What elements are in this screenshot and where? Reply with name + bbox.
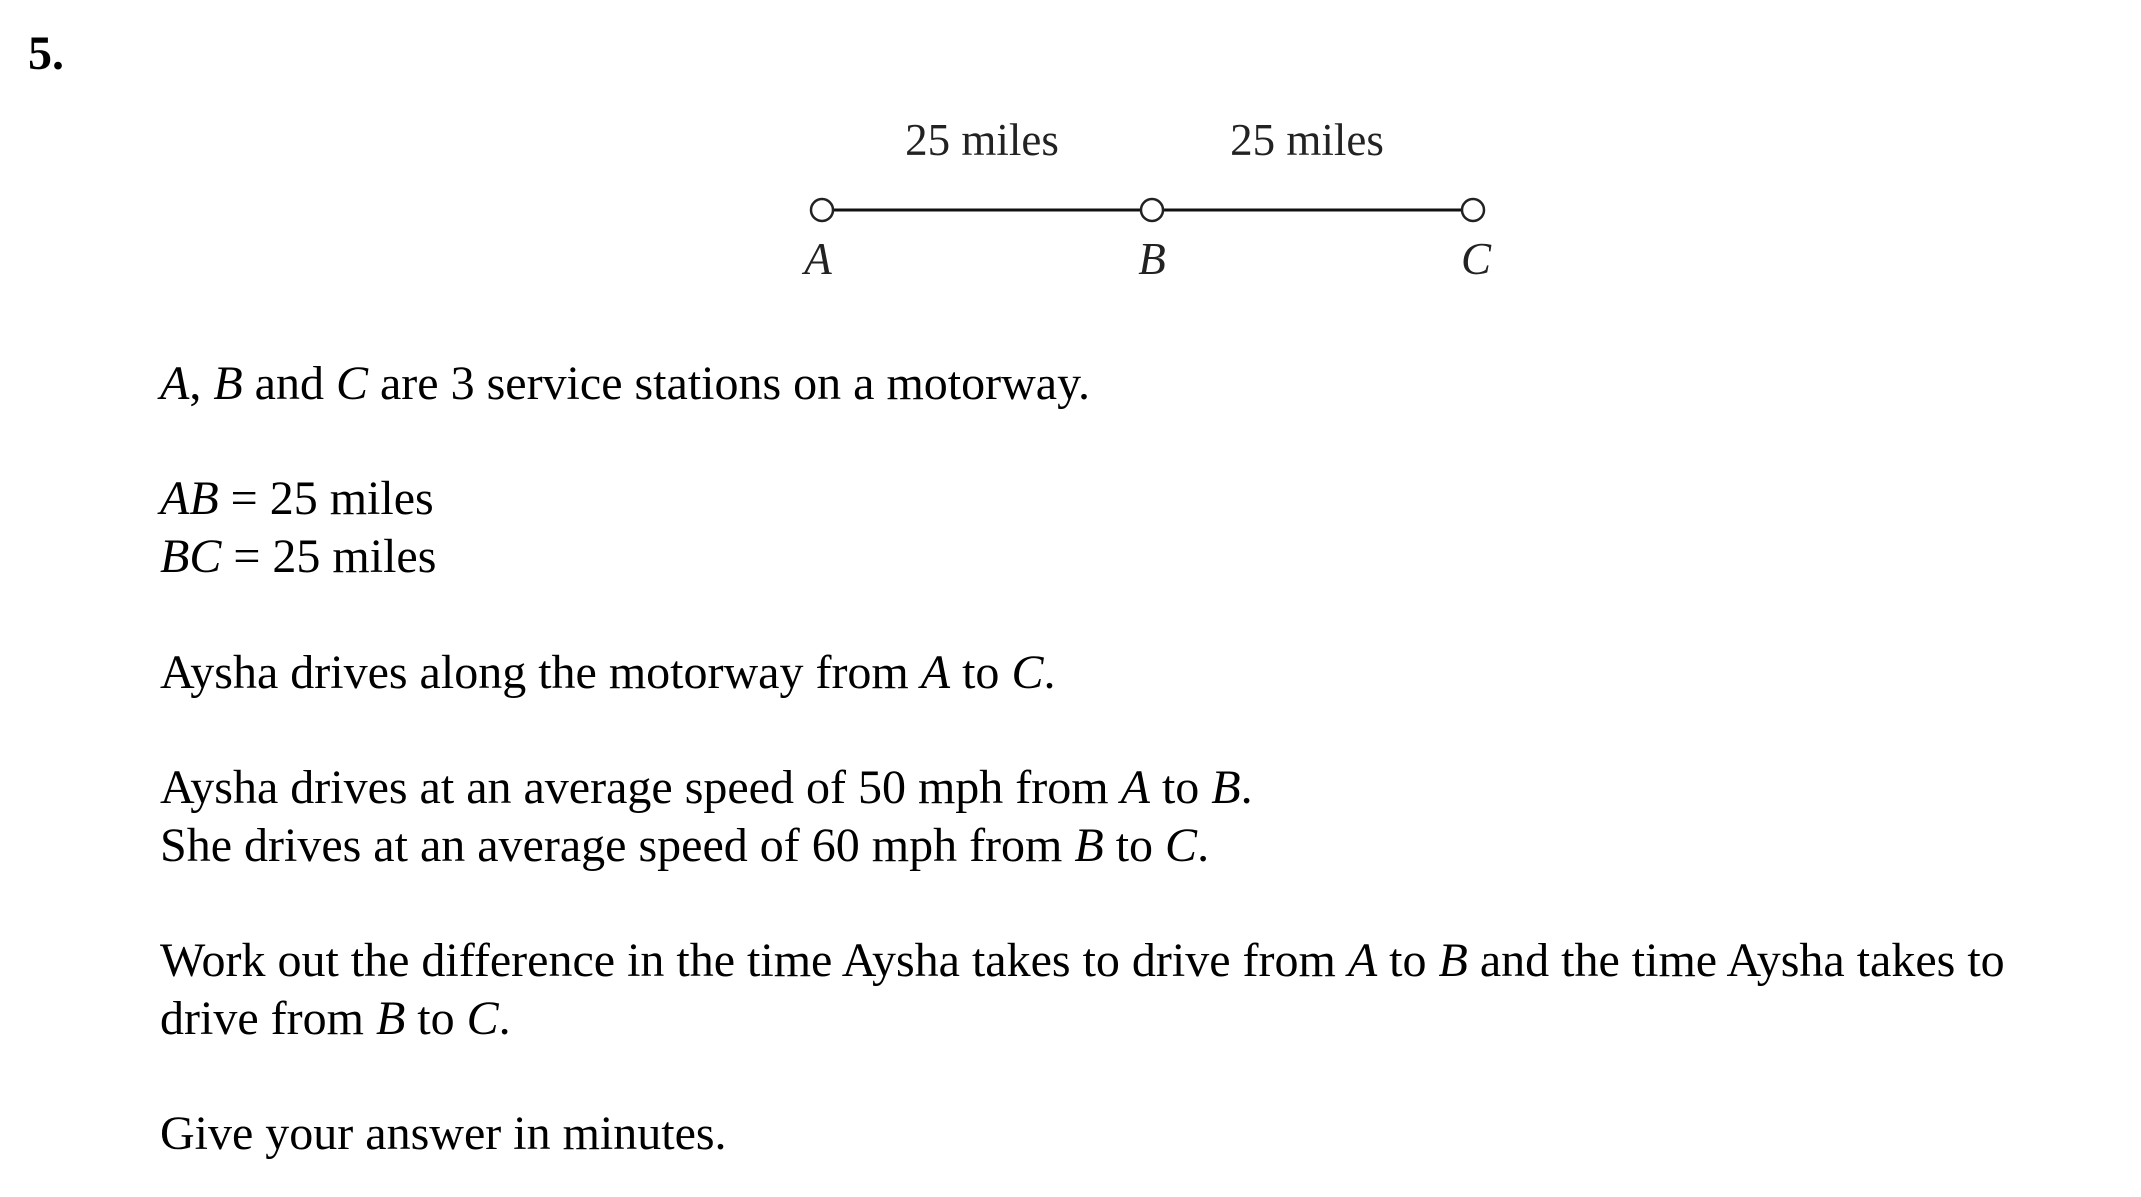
station-marker-c: [1462, 199, 1484, 221]
distance-label-ab: 25 miles: [905, 115, 1059, 165]
speed2-end: .: [1197, 819, 1210, 872]
drive-c: C: [1011, 646, 1044, 699]
bc-distance-line: [160, 528, 436, 586]
speed1-pre: Aysha drives at an average speed of 50 mph from: [160, 761, 1121, 814]
intro-and: and: [242, 357, 336, 410]
question-number: 5.: [28, 27, 64, 80]
work-out-line-1: [160, 932, 2005, 990]
work-end: .: [498, 992, 511, 1045]
drive-pre: Aysha drives along the motorway from: [160, 646, 921, 699]
ab-distance-line: [160, 470, 434, 528]
work-to2: to: [405, 992, 467, 1045]
intro-sentence: [160, 355, 1090, 413]
drive-sentence: [160, 644, 1055, 702]
bc-label: BC: [160, 530, 222, 583]
speed2-c: C: [1165, 819, 1198, 872]
ab-label: AB: [160, 472, 219, 525]
intro-sep: ,: [189, 357, 214, 410]
speed2-pre: She drives at an average speed of 60 mph from: [160, 819, 1075, 872]
station-marker-b: [1141, 199, 1163, 221]
stn-c: C: [335, 357, 368, 410]
speed2-to: to: [1103, 819, 1166, 872]
point-label-b: B: [1138, 234, 1166, 284]
point-label-a: A: [804, 234, 832, 284]
answer-instruction: Give your answer in minutes.: [160, 1107, 727, 1160]
drive-to: to: [950, 646, 1012, 699]
speed-sentence-1: [160, 759, 1253, 817]
work-a: A: [1347, 934, 1378, 987]
work-out-line-2: [160, 990, 511, 1048]
work-line2-pre: drive from: [160, 992, 376, 1045]
drive-end: .: [1043, 646, 1056, 699]
stn-b: B: [213, 357, 243, 410]
intro-rest: are 3 service stations on a motorway.: [367, 357, 1090, 410]
speed1-b: B: [1211, 761, 1241, 814]
work-c: C: [466, 992, 499, 1045]
speed1-to: to: [1149, 761, 1212, 814]
work-to1: to: [1377, 934, 1439, 987]
speed1-end: .: [1240, 761, 1253, 814]
stn-a: A: [160, 357, 190, 410]
station-marker-a: [811, 199, 833, 221]
work-pre: Work out the difference in the time Aysha takes to drive from: [160, 934, 1348, 987]
drive-a: A: [920, 646, 951, 699]
work-b2: B: [375, 992, 406, 1045]
ab-value: = 25 miles: [218, 472, 434, 525]
speed2-b: B: [1074, 819, 1104, 872]
speed-sentence-2: [160, 817, 1209, 875]
speed1-a: A: [1120, 761, 1150, 814]
bc-value: = 25 miles: [221, 530, 437, 583]
work-b: B: [1438, 934, 1468, 987]
motorway-diagram: [0, 0, 2141, 320]
distance-label-bc: 25 miles: [1230, 115, 1384, 165]
point-label-c: C: [1460, 234, 1492, 284]
work-mid: and the time Aysha takes to: [1467, 934, 2005, 987]
